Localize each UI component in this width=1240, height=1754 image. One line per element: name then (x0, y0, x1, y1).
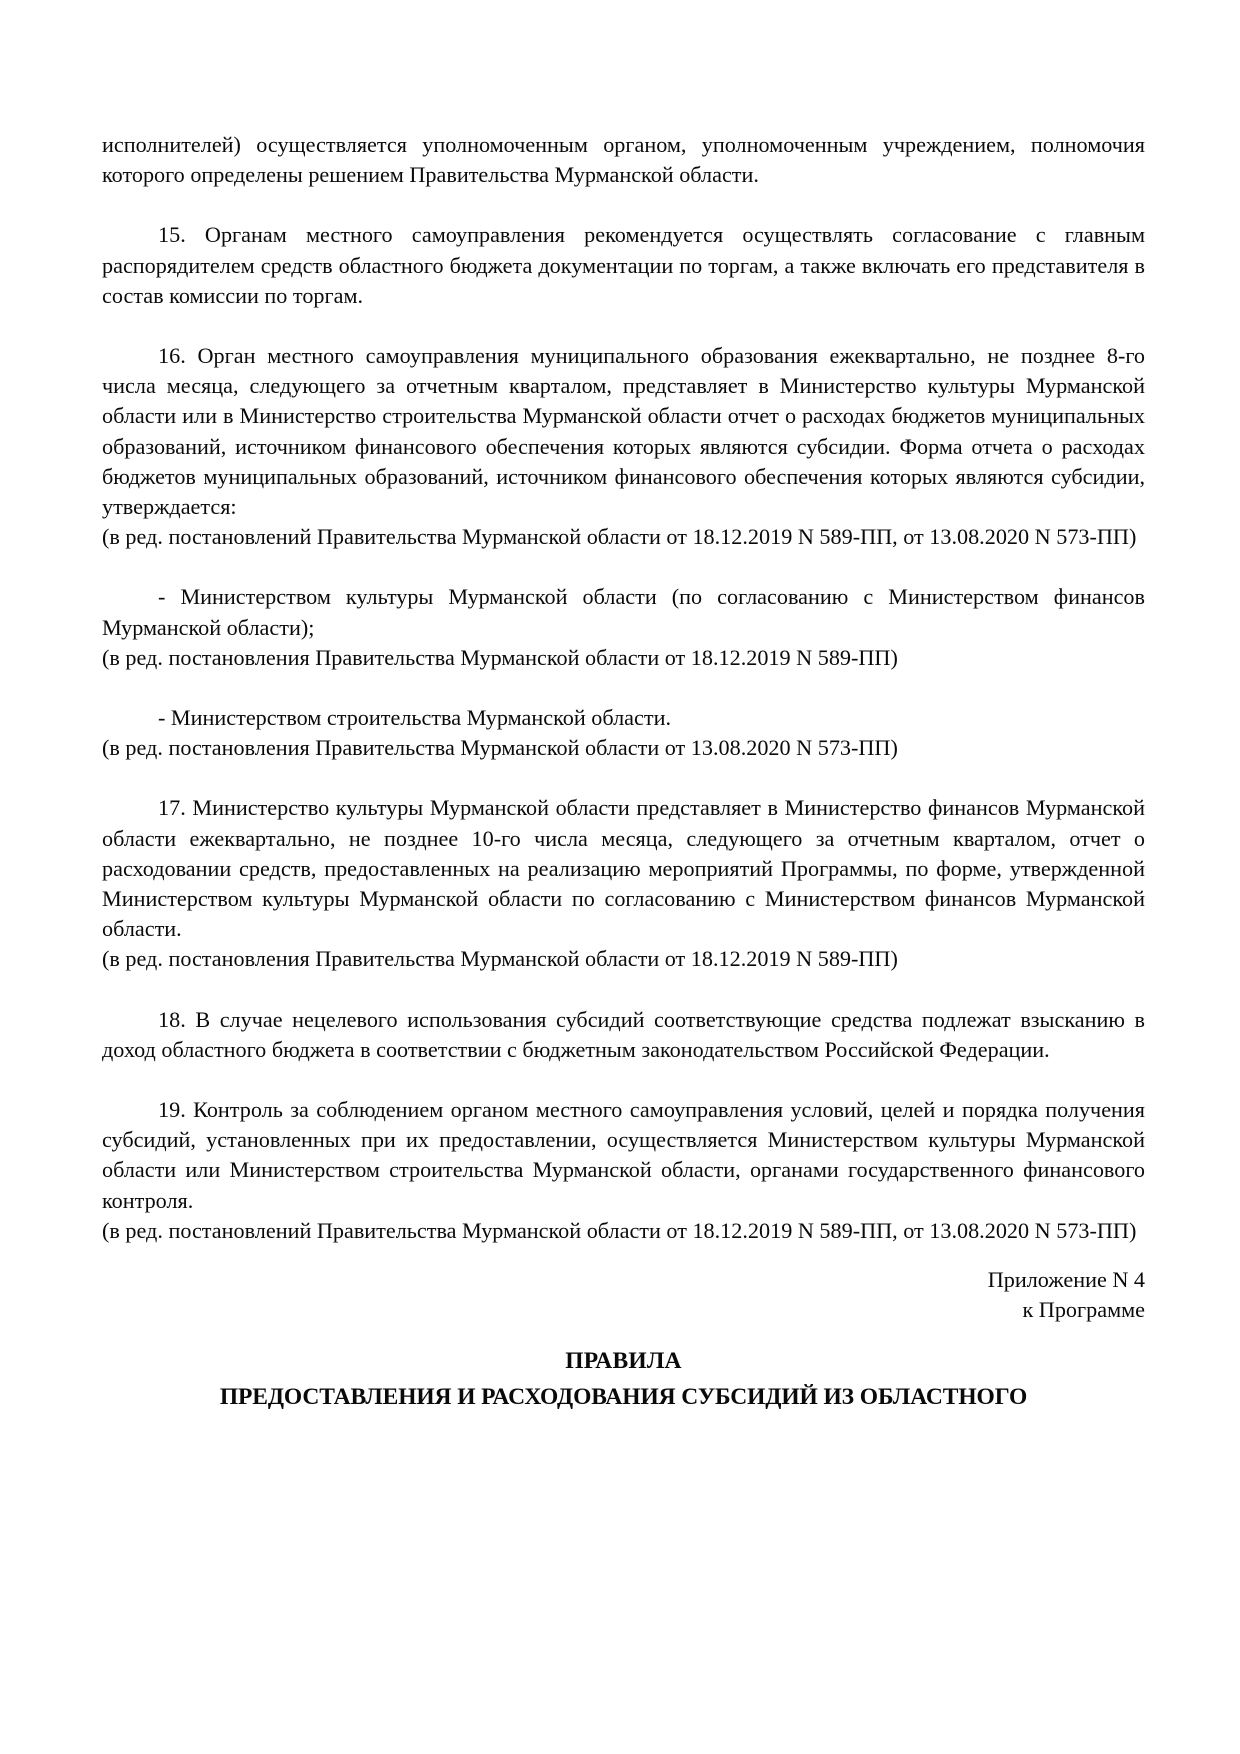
amendment-note-19: (в ред. постановлений Правительства Мурманской области от 18.12.2019 N 589-ПП, от 13.08.2020 N 573-ПП) (102, 1217, 1137, 1243)
paragraph-spacer (102, 552, 1145, 582)
paragraph-spacer (102, 975, 1145, 1005)
paragraph-spacer (102, 673, 1145, 703)
paragraph-dash-culture: - Министерством культуры Мурманской области (по согласованию с Министерством финансов Мурманской области); (102, 584, 1145, 640)
amendment-note-culture: (в ред. постановления Правительства Мурманской области от 18.12.2019 N 589-ПП) (102, 644, 898, 670)
paragraph-spacer (102, 1065, 1145, 1095)
rules-heading-line-2: ПРЕДОСТАВЛЕНИЯ И РАСХОДОВАНИЯ СУБСИДИЙ ИЗ ОБЛАСТНОГО (219, 1384, 1028, 1410)
paragraph-spacer (102, 763, 1145, 793)
paragraph-19: 19. Контроль за соблюдением органом местного самоуправления условий, целей и порядка получения субсидий, установленных при их предоставлении, осуществляется Министерством культуры Мурманской области или Министерством строительства Мурманской области, органами государственного финансового контроля. (102, 1097, 1145, 1213)
appendix-program-reference: к Программе (1022, 1297, 1145, 1323)
paragraph-dash-construction: - Министерством строительства Мурманской области. (158, 705, 671, 731)
paragraph-continued-14: исполнителей) осуществляется уполномоченным органом, уполномоченным учреждением, полномочия которого определены решением Правительства Мурманской области. (102, 132, 1145, 188)
paragraph-spacer (102, 311, 1145, 341)
appendix-reference (725, 1265, 1145, 1325)
document-body (102, 130, 1145, 1246)
paragraph-17: 17. Министерство культуры Мурманской области представляет в Министерство финансов Мурманской области ежеквартально, не позднее 10-го числа месяца, следующего за отчетным кварталом, отчет о расходовании средств, предоставленных на реализацию мероприятий Программы, по форме, утвержденной Министерством культуры Мурманской области по согласованию с Министерством финансов Мурманской области. (102, 795, 1145, 942)
amendment-note-17: (в ред. постановления Правительства Мурманской области от 18.12.2019 N 589-ПП) (102, 946, 898, 972)
amendment-note-construction: (в ред. постановления Правительства Мурманской области от 13.08.2020 N 573-ПП) (102, 735, 898, 761)
paragraph-16: 16. Орган местного самоуправления муниципального образования ежеквартально, не позднее 8-го числа месяца, следующего за отчетным кварталом, представляет в Министерство культуры Мурманской области или в Министерство строительства Мурманской области отчет о расходах бюджетов муниципальных образований, источником финансового обеспечения которых являются субсидии. Форма отчета о расходах бюджетов муниципальных образований, источником финансового обеспечения которых являются субсидии, утверждается: (102, 343, 1145, 520)
amendment-note-16: (в ред. постановлений Правительства Мурманской области от 18.12.2019 N 589-ПП, от 13.08.2020 N 573-ПП) (102, 524, 1137, 550)
paragraph-18: 18. В случае нецелевого использования субсидий соответствующие средства подлежат взысканию в доход областного бюджета в соответствии с бюджетным законодательством Российской Федерации. (102, 1006, 1145, 1062)
paragraph-spacer (102, 190, 1145, 220)
rules-heading-line-1: ПРАВИЛА (565, 1348, 682, 1374)
appendix-number: Приложение N 4 (987, 1267, 1145, 1292)
paragraph-15: 15. Органам местного самоуправления рекомендуется осуществлять согласование с главным распорядителем средств областного бюджета документации по торгам, а также включать его представителя в состав комиссии по торгам. (102, 222, 1145, 308)
rules-heading (102, 1343, 1145, 1415)
